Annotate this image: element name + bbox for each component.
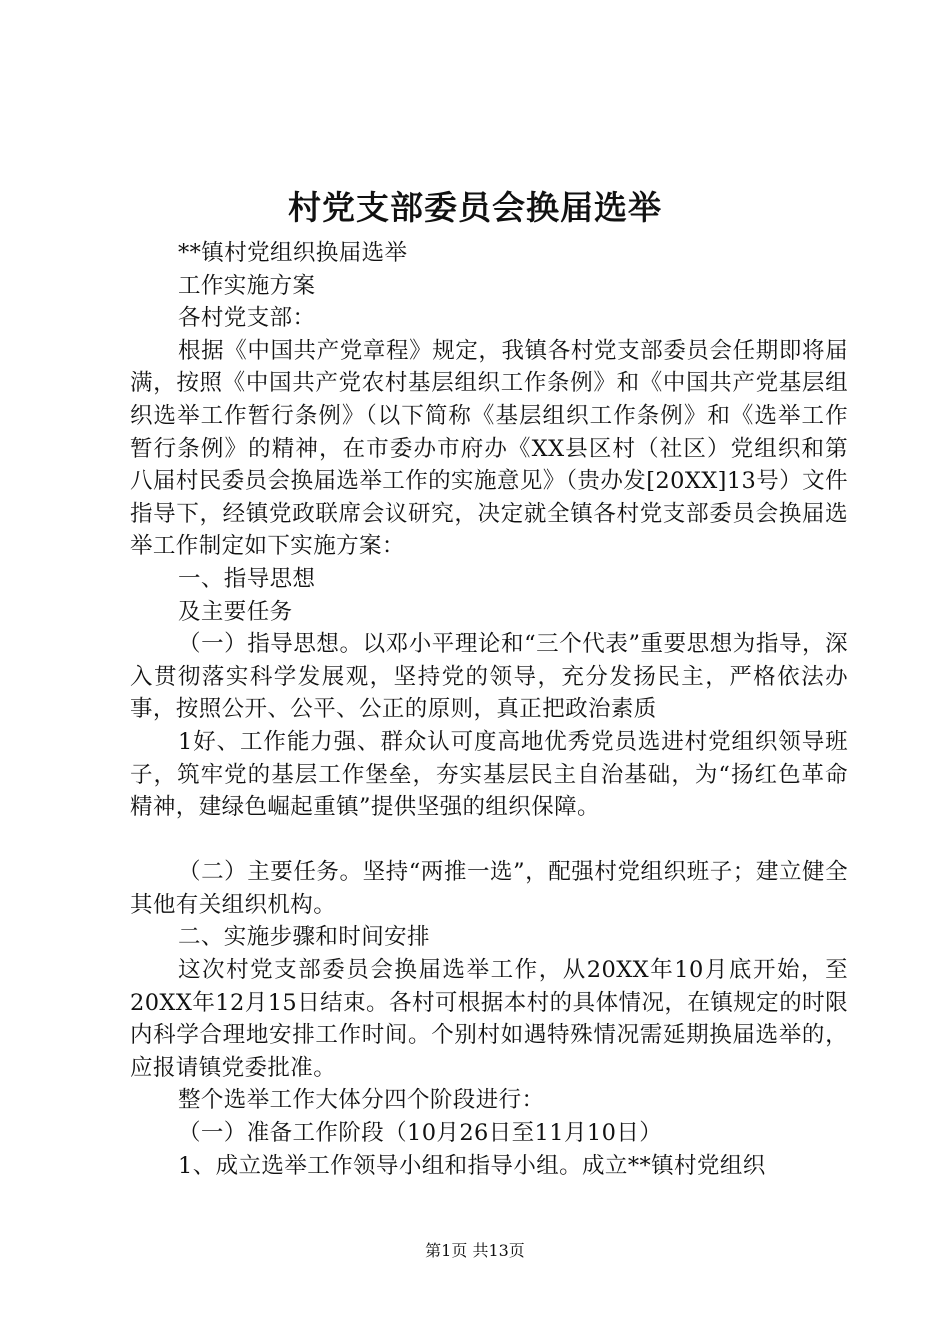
document-body	[130, 237, 848, 1182]
paragraph-guiding-continued: 1好、工作能力强、群众认可度高地优秀党员选进村党组织领导班子，筑牢党的基层工作堡垒，夯实基层民主自治基础，为“扬红色革命精神，建绿色崛起重镇”提供坚强的组织保障。	[130, 728, 848, 821]
page-number: 第1页 共13页	[425, 1241, 525, 1260]
paragraph-gap	[130, 824, 848, 857]
paragraph-intro: 根据《中国共产党章程》规定，我镇各村党支部委员会任期即将届满，按照《中国共产党农村基层组织工作条例》和《中国共产党基层组织选举工作暂行条例》（以下简称《基层组织工作条例》和《选举工作暂行条例》的精神，在市委办市府办《XX县区村（社区）党组织和第八届村民委员会换届选举工作的实施意见》（贵办发[20XX]13号）文件指导下，经镇党政联席会议研究，决定就全镇各村党支部委员会换届选举工作制定如下实施方案：	[130, 337, 848, 560]
paragraph-salutation: 各村党支部：	[178, 305, 316, 332]
paragraph-heading-plan: 工作实施方案	[178, 272, 316, 299]
paragraph-stage-one: （一）准备工作阶段（10月26日至11月10日）	[178, 1120, 663, 1147]
paragraph-guiding-thought: （一）指导思想。以邓小平理论和“三个代表”重要思想为指导，深入贯彻落实科学发展观，坚持党的领导，充分发扬民主，严格依法办事，按照公开、公平、公正的原则，真正把政治素质	[130, 631, 848, 723]
paragraph-heading-town: **镇村党组织换届选举	[178, 240, 408, 266]
paragraph-schedule: 这次村党支部委员会换届选举工作，从20XX年10月底开始，至20XX年12月15日结束。各村可根据本村的具体情况，在镇规定的时限内科学合理地安排工作时间。个别村如遇特殊情况需延期换届选举的，应报请镇党委批准。	[130, 957, 848, 1081]
paragraph-main-tasks: （二）主要任务。坚持“两推一选”，配强村党组织班子；建立健全其他有关组织机构。	[130, 859, 848, 918]
section-heading-steps: 二、实施步骤和时间安排	[178, 924, 430, 951]
section-heading-tasks: 及主要任务	[178, 598, 293, 625]
paragraph-four-stages: 整个选举工作大体分四个阶段进行：	[178, 1087, 545, 1114]
section-heading-guiding: 一、指导思想	[178, 565, 316, 592]
paragraph-stage-one-item-1: 1、成立选举工作领导小组和指导小组。成立**镇村党组织	[178, 1152, 766, 1179]
document-title: 村党支部委员会换届选举	[288, 188, 662, 227]
